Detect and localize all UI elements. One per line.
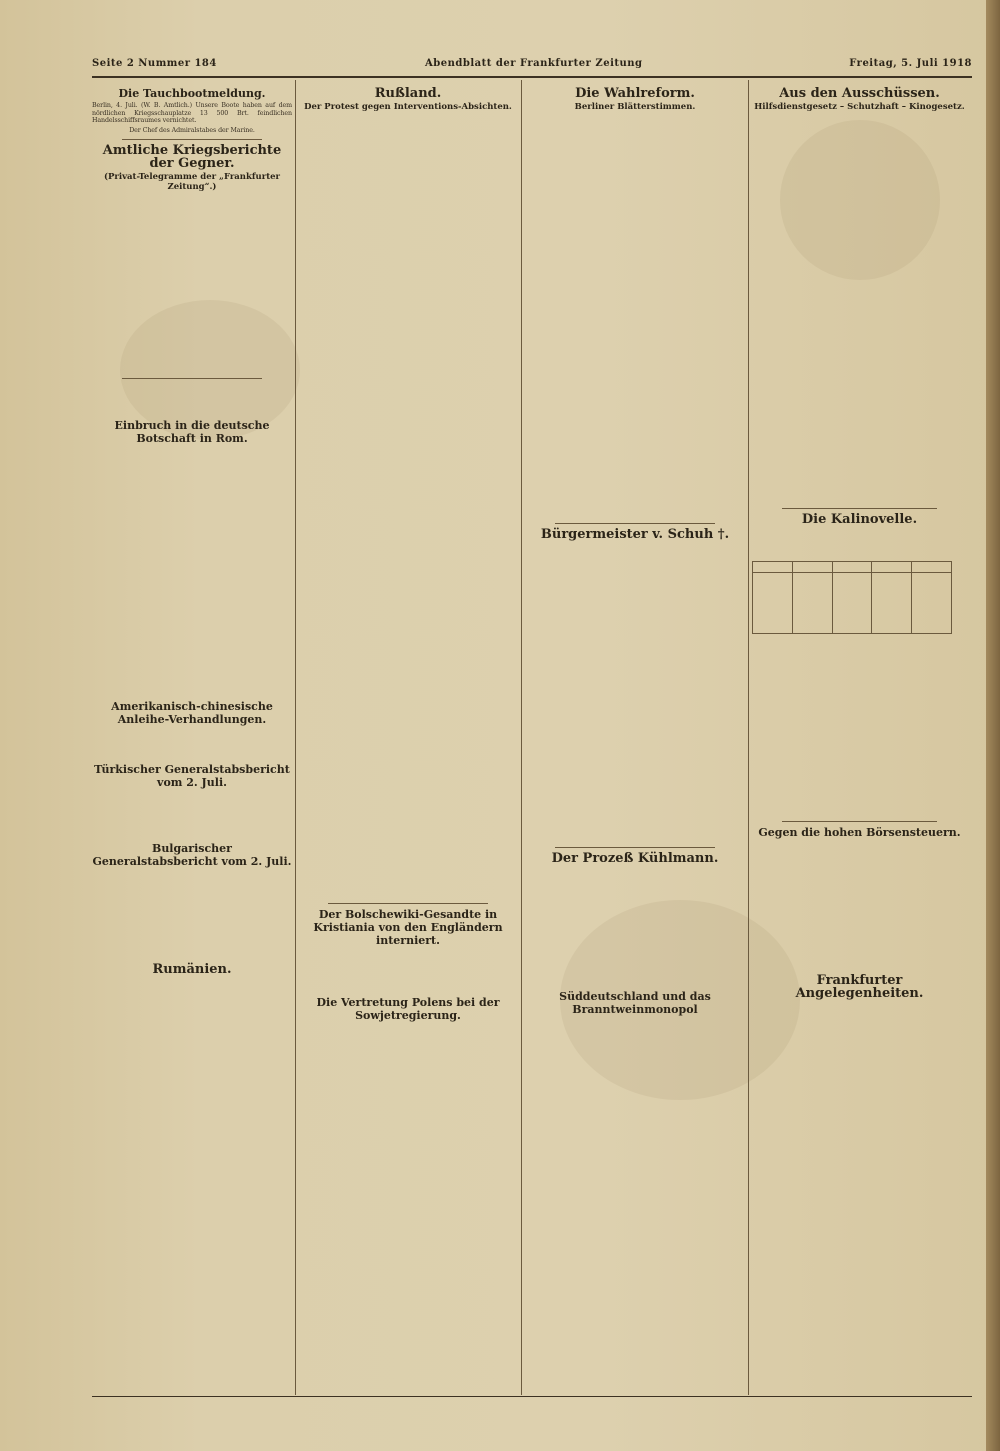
table-cell (912, 562, 952, 573)
column-rule (521, 80, 522, 1395)
column-rule (748, 80, 749, 1395)
article-paragraph (752, 637, 967, 817)
headline: Süddeutschland und das Branntweinmonopol (559, 990, 711, 1016)
header-rule (92, 76, 972, 78)
headline: Die Wahlreform. (575, 86, 695, 101)
article-paragraph (92, 870, 292, 960)
separator (555, 523, 715, 524)
separator (122, 139, 262, 140)
table-cell (753, 573, 793, 634)
potash-price-table (752, 561, 952, 634)
headline: Der Bolschewiki-Gesandte in Kristiania von den Engländern interniert. (313, 908, 503, 947)
article-signature: Der Chef des Admiralstabes der Marine. (129, 127, 255, 135)
headline: Rumänien. (152, 961, 232, 977)
headline: Der Prozeß Kühlmann. (551, 851, 719, 866)
article-paragraph (298, 114, 518, 899)
page-number: Seite 2 Nummer 184 (92, 58, 217, 69)
column-4 (752, 84, 967, 1002)
article-paragraph (752, 841, 967, 971)
column-1 (92, 84, 292, 978)
headline: Türkischer Generalstabsbericht vom 2. Juli. (94, 762, 290, 789)
headline: Amerikanisch-chinesische Anleihe-Verhandlungen. (111, 699, 273, 726)
issue-date: Freitag, 5. Juli 1918 (849, 58, 972, 69)
footer-rule (92, 1396, 972, 1397)
separator (782, 508, 937, 509)
article-paragraph (752, 528, 967, 558)
article-paragraph: Berlin, 4. Juli. (W. B. Amtlich.) Unsere Boote haben auf dem nördlichen Kriegsschauplatze 13 500 Brt. feindlichen Handelsschiffsraumes vernichtet. (92, 102, 292, 125)
table-cell (912, 573, 952, 634)
separator (782, 821, 937, 822)
headline: Frankfurter Angelegenheiten. (795, 973, 924, 1001)
article-paragraph (298, 949, 518, 993)
headline: Die Kalinovelle. (801, 512, 918, 527)
page-header (92, 56, 972, 74)
article-paragraph (525, 543, 745, 843)
headline: Aus den Ausschüssen. (779, 86, 940, 101)
separator (555, 847, 715, 848)
article-paragraph (92, 194, 292, 374)
table-cell (792, 562, 832, 573)
column-2 (298, 84, 518, 1024)
headline: Die Vertretung Polens bei der Sowjetregierung. (316, 996, 500, 1022)
subheadline: (Privat-Telegramme der „Frankfurter Zeitung“.) (103, 171, 281, 192)
table-cell (872, 573, 912, 634)
table-cell (832, 573, 872, 634)
subheadline: Berliner Blätterstimmen. (574, 102, 696, 112)
headline: Amtliche Kriegsberichte der Gegner. (102, 142, 282, 171)
separator (328, 903, 488, 904)
masthead: Abendblatt der Frankfurter Zeitung (425, 58, 643, 69)
article-paragraph (525, 114, 745, 519)
table-cell (832, 562, 872, 573)
column-3 (525, 84, 745, 1018)
headline: Die Tauchbootmeldung. (118, 87, 266, 100)
table-cell (872, 562, 912, 573)
book-binding-edge (986, 0, 1000, 1451)
separator (122, 378, 262, 379)
article-paragraph (92, 791, 292, 839)
article-paragraph (92, 728, 292, 760)
article-paragraph (92, 447, 292, 697)
table-cell (753, 562, 793, 573)
headline: Gegen die hohen Börsensteuern. (758, 826, 961, 839)
column-rule (295, 80, 296, 1395)
headline: Einbruch in die deutsche Botschaft in Rom. (114, 418, 270, 445)
headline: Bürgermeister v. Schuh †. (540, 527, 730, 542)
subheadline: Hilfsdienstgesetz – Schutzhaft – Kinogesetz. (754, 102, 965, 112)
table-cell (792, 573, 832, 634)
article-paragraph (525, 867, 745, 987)
subheadline: Der Protest gegen Interventions-Absichten. (304, 102, 512, 112)
headline: Rußland. (374, 86, 442, 101)
headline: Bulgarischer Generalstabsbericht vom 2. Juli. (92, 841, 292, 868)
article-paragraph (752, 114, 967, 504)
